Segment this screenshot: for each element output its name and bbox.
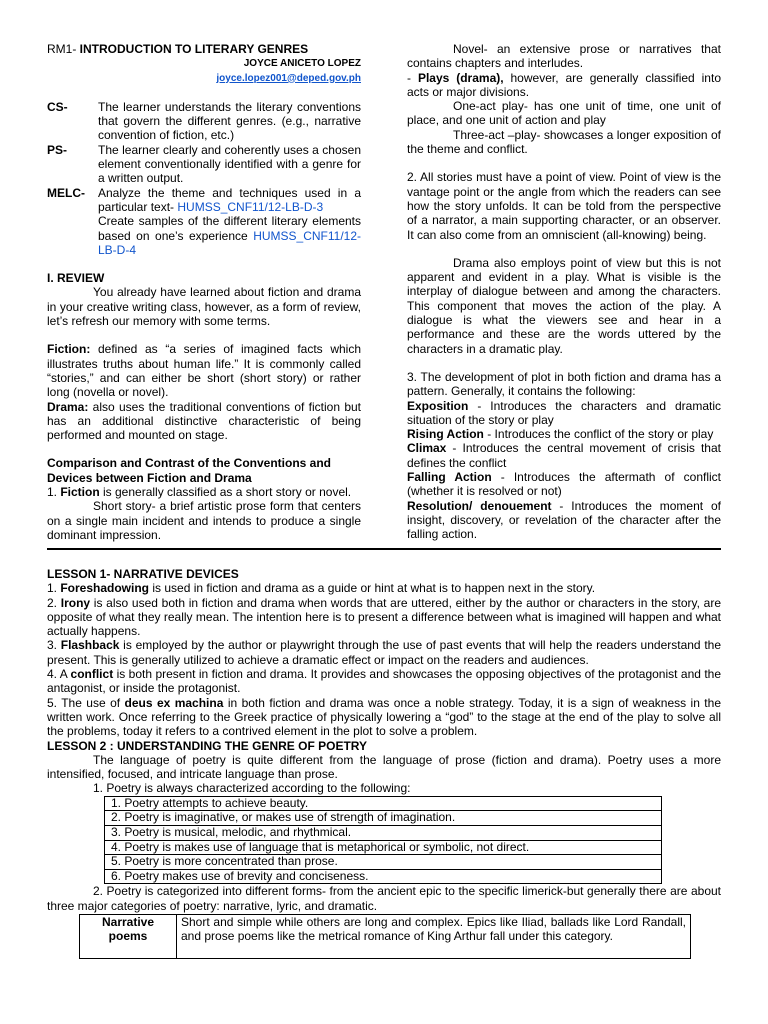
review-intro: You already have learned about fiction and drama in your creative writing class, however, as a form of review, let’s refresh our memory with some terms.	[47, 285, 361, 329]
section-divider	[47, 548, 721, 550]
title-text: INTRODUCTION TO LITERARY GENRES	[79, 42, 309, 56]
category-type: Narrative poems	[80, 914, 177, 958]
author-email-link[interactable]: joyce.lopez001@deped.gov.ph	[216, 72, 361, 84]
table-row	[105, 825, 662, 840]
drama-term: Drama:	[47, 399, 89, 414]
rm-prefix: RM1-	[47, 42, 80, 56]
competency-melc	[47, 186, 361, 257]
comparison-heading: Comparison and Contrast of the Conventions and Devices between Fiction and Drama	[47, 456, 332, 485]
drama-definition: Drama: also uses the traditional conventions of fiction but has an additional distinctive characteristic of being performed and mounted on stage.	[47, 399, 361, 443]
competency-tag: CS-	[47, 99, 68, 114]
melc-code-2: HUMSS_CNF11/12-LB-D-4	[98, 228, 361, 257]
table-cell: 2. Poetry is imaginative, or makes use of strength of imagination.	[105, 811, 662, 826]
plot-climax: Climax - Introduces the central movement of crisis that defines the conflict	[407, 441, 721, 470]
melc-text-1: Analyze the theme and techniques used in a particular text-	[98, 185, 361, 214]
category-description: Short and simple while others are long and complex. Epics like Iliad, ballads like Lord Randall, and prose poems like the metrical romance of King Arthur fall under this category.	[177, 914, 691, 958]
poetry-categories-table	[79, 914, 691, 959]
three-act-def: Three-act –play- showcases a longer exposition of the theme and conflict.	[407, 127, 721, 157]
lesson1-item: 4. A conflict is both present in fiction and drama. It provides and showcases the opposing objectives of the protagonist and the antagonist, or inside the protagonist.	[47, 667, 722, 696]
lesson1-item: 2. Irony is also used both in fiction and drama when words that are uttered, either by the author or characters in the story, are opposite of what they really mean. The intention here is to present a difference between what is imagined will happen and what actually happens.	[47, 595, 721, 639]
table-row	[105, 869, 662, 884]
lesson1-heading: LESSON 1- NARRATIVE DEVICES	[47, 567, 239, 581]
melc-text-2: Create samples of the different literary elements based on one’s experience	[98, 214, 361, 243]
lessons-section	[47, 567, 721, 959]
competency-tag: PS-	[47, 142, 68, 157]
table-row	[105, 840, 662, 855]
poetry-categories-intro: 2. Poetry is categorized into different forms- from the ancient epic to the specific limerick-but generally there are about three major categories of poetry: narrative, lyric, and dramatic.	[47, 884, 721, 913]
competency-text	[98, 186, 361, 257]
plot-falling-action: Falling Action - Introduces the aftermath of conflict (whether it is resolved or not)	[407, 470, 721, 499]
document-title	[47, 42, 361, 56]
competency-tag: MELC-	[47, 185, 85, 200]
table-cell: 4. Poetry is makes use of language that is metaphorical or symbolic, not direct.	[105, 840, 662, 855]
lesson1-item: 5. The use of deus ex machina in both fiction and drama was once a noble strategy. Today, it is a sign of weakness in the written work. Once referring to the Greek practice of physically lowering a “god” to the stage at the end of the play to solve all the problems, today it refers to a contrived element in the plot to solve a problem.	[47, 695, 721, 739]
short-story-def: Short story- a brief artistic prose form that centers on a single main incident and intends to produce a single dominant impression.	[47, 499, 361, 542]
novel-def: Novel- an extensive prose or narratives that contains chapters and interludes.	[407, 42, 721, 71]
plot-intro: 3. The development of plot in both fiction and drama has a pattern. Generally, it contains the following:	[407, 369, 721, 399]
drama-pov-paragraph: Drama also employs point of view but this is not apparent and evident in a play. What is visible is the interplay of dialogue between and among the characters. This component that moves the action of the play. A dialogue is what the viewers see and hear in a performance and these are the words uttered by the characters in a dramatic play.	[407, 255, 721, 356]
point-of-view-paragraph: 2. All stories must have a point of view. Point of view is the vantage point or the angle from which the readers can see how the story unfolds. It can be told from the perspective of a narrator, a main supporting character, or an observer. It can also come from an omniscient (all-knowing) being.	[407, 170, 721, 242]
lesson1-item: 1. Foreshadowing is used in fiction and drama as a guide or hint at what is to happen next in the story.	[47, 581, 596, 596]
table-row	[105, 855, 662, 870]
competency-text: The learner clearly and coherently uses a chosen element conventionally identified with a genre for a written output.	[98, 142, 361, 186]
plot-resolution: Resolution/ denouement - Introduces the moment of insight, discovery, or revelation of the character after the falling action.	[407, 498, 721, 542]
competency-ps	[47, 143, 361, 186]
poetry-characteristics-intro: 1. Poetry is always characterized according to the following:	[93, 781, 411, 796]
lesson2-heading: LESSON 2 : UNDERSTANDING THE GENRE OF POETRY	[47, 738, 368, 753]
table-row	[80, 914, 691, 958]
one-act-def: One-act play- has one unit of time, one unit of place, and one unit of action and play	[407, 99, 721, 128]
review-heading: I. REVIEW	[47, 271, 105, 286]
right-column	[407, 42, 721, 542]
table-cell: 6. Poetry makes use of brevity and conciseness.	[105, 869, 662, 884]
competency-cs	[47, 100, 361, 143]
plot-exposition: Exposition - Introduces the characters and dramatic situation of the story or play	[407, 398, 721, 427]
competency-text: The learner understands the literary conventions that govern the different genres. (e.g., narrative convention of fiction, etc.)	[98, 99, 361, 143]
melc-code-1: HUMSS_CNF11/12-LB-D-3	[177, 199, 324, 214]
plays-def: - Plays (drama), however, are generally classified into acts or major divisions.	[407, 70, 721, 99]
table-row	[105, 796, 662, 811]
table-cell: 5. Poetry is more concentrated than prose.	[105, 855, 662, 870]
plot-rising-action: Rising Action - Introduces the conflict of the story or play	[407, 427, 714, 442]
table-cell: 1. Poetry attempts to achieve beauty.	[105, 796, 662, 811]
fiction-definition: Fiction: defined as “a series of imagined facts which illustrates truths about human life.” It is commonly called “stories,” and can either be short (short story) or rather long (novella or novel).	[47, 342, 361, 400]
poetry-traits-table	[104, 796, 662, 885]
fiction-item: 1. Fiction is generally classified as a short story or novel.	[47, 485, 352, 500]
author-name: JOYCE ANICETO LOPEZ	[243, 58, 361, 70]
fiction-term: Fiction:	[47, 342, 91, 357]
left-column	[47, 42, 361, 542]
lesson1-item: 3. Flashback is employed by the author or playwright through the use of past events that will help the readers understand the present. This is generally utilized to achieve a dramatic effect or impact on the readers and audiences.	[47, 638, 721, 667]
table-cell: 3. Poetry is musical, melodic, and rhythmical.	[105, 825, 662, 840]
table-row	[105, 811, 662, 826]
lesson2-intro: The language of poetry is quite different from the language of prose (fiction and drama). Poetry uses a more intensified, focused, and intricate language than prose.	[47, 752, 721, 782]
